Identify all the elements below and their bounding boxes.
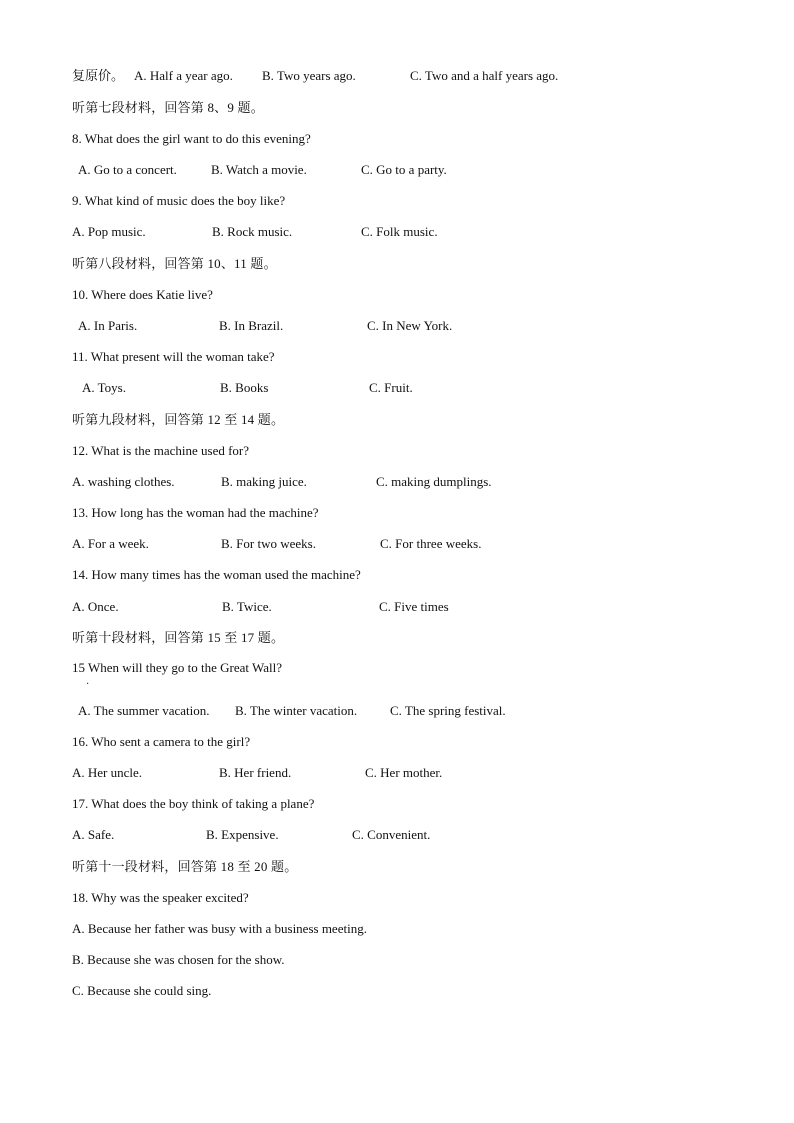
q16-option-a: A. Her uncle. (72, 765, 143, 780)
q14-option-b: B. Twice. (222, 599, 272, 614)
question-18: 18. Why was the speaker excited? (72, 890, 249, 905)
question-15: 15 When will they go to the Great Wall? (72, 660, 283, 675)
q7-option-c: C. Two and a half years ago. (410, 68, 559, 83)
q15-option-b: B. The winter vacation. (235, 703, 358, 718)
question-11: 11. What present will the woman take? (72, 349, 275, 364)
q13-option-b: B. For two weeks. (221, 536, 316, 551)
question-17: 17. What does the boy think of taking a plane? (72, 796, 315, 811)
q11-option-a: A. Toys. (82, 380, 126, 395)
section-heading-9: 听第九段材料，回答第 12 至 14 题。 (72, 412, 285, 427)
q17-option-c: C. Convenient. (352, 827, 431, 842)
q10-option-a: A. In Paris. (78, 318, 138, 333)
q10-option-c: C. In New York. (367, 318, 453, 333)
q7-prefix: 复原价。 (72, 68, 125, 83)
question-9: 9. What kind of music does the boy like? (72, 193, 286, 208)
q18-option-c: C. Because she could sing. (72, 983, 212, 998)
q7-option-b: B. Two years ago. (262, 68, 356, 83)
q7-option-a: A. Half a year ago. (134, 68, 233, 83)
q10-option-b: B. In Brazil. (219, 318, 284, 333)
question-10: 10. Where does Katie live? (72, 287, 213, 302)
q13-option-c: C. For three weeks. (380, 536, 482, 551)
section-heading-7: 听第七段材料，回答第 8、9 题。 (72, 100, 264, 115)
q12-option-c: C. making dumplings. (376, 474, 492, 489)
q9-option-a: A. Pop music. (72, 224, 146, 239)
q12-option-b: B. making juice. (221, 474, 307, 489)
q18-option-b: B. Because she was chosen for the show. (72, 952, 285, 967)
q15-option-a: A. The summer vacation. (78, 703, 210, 718)
q11-option-c: C. Fruit. (369, 380, 413, 395)
question-8: 8. What does the girl want to do this evening? (72, 131, 311, 146)
question-13: 13. How long has the woman had the machine? (72, 505, 319, 520)
q9-option-c: C. Folk music. (361, 224, 438, 239)
q8-option-b: B. Watch a movie. (211, 162, 307, 177)
question-14: 14. How many times has the woman used the machine? (72, 567, 361, 582)
q11-option-b: B. Books (220, 380, 269, 395)
section-heading-8: 听第八段材料，回答第 10、11 题。 (72, 256, 277, 271)
q12-option-a: A. washing clothes. (72, 474, 175, 489)
q8-option-c: C. Go to a party. (361, 162, 447, 177)
section-heading-10: 听第十段材料，回答第 15 至 17 题。 (72, 630, 285, 645)
q18-option-a: A. Because her father was busy with a business meeting. (72, 921, 367, 936)
q16-option-b: B. Her friend. (219, 765, 292, 780)
section-heading-11: 听第十一段材料，回答第 18 至 20 题。 (72, 859, 298, 874)
q8-option-a: A. Go to a concert. (78, 162, 177, 177)
q9-option-b: B. Rock music. (212, 224, 293, 239)
stray-dot: · (86, 679, 90, 690)
q14-option-a: A. Once. (72, 599, 119, 614)
q17-option-a: A. Safe. (72, 827, 115, 842)
q13-option-a: A. For a week. (72, 536, 149, 551)
question-12: 12. What is the machine used for? (72, 443, 250, 458)
q16-option-c: C. Her mother. (365, 765, 443, 780)
question-16: 16. Who sent a camera to the girl? (72, 734, 251, 749)
q14-option-c: C. Five times (379, 599, 449, 614)
q15-option-c: C. The spring festival. (390, 703, 506, 718)
q17-option-b: B. Expensive. (206, 827, 279, 842)
